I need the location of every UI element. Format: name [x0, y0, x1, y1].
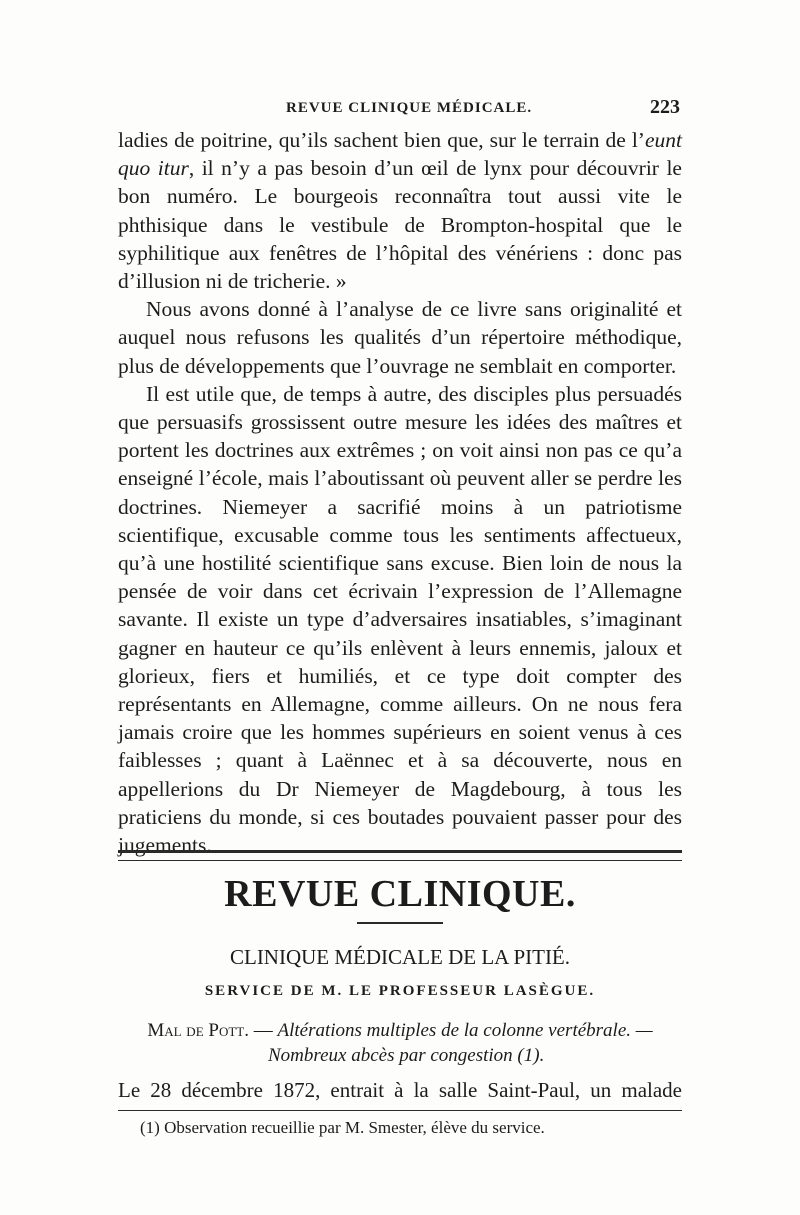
latin-phrase: eunt quo itur	[118, 128, 682, 181]
section-title: REVUE CLINIQUE.	[224, 873, 576, 915]
case-label: Mal de Pott.	[147, 1020, 249, 1041]
service-line: SERVICE DE M. LE PROFESSEUR LASÈGUE.	[204, 983, 596, 999]
paragraph-3: Il est utile que, de temps à autre, des disciples plus persuadés que persuasifs grossissent outre mesure les idées des maîtres et portent les doctrines aux extrêmes ; on voit ainsi non pas ce qu’a enseigné l’école, mais l’aboutissant où peuvent aller se perdre les doctrines. Niemeyer a sacrifié moins à un patriotisme scientifique, excusable comme tous les sentiments affectueux, qu’à une hostilité scientifique sans excuse. Bien loin de nous la pensée de voir dans cet écrivain l’expression de l’Allemagne savante. Il existe un type d’adversaires insatiables, s’imaginant gagner en hauteur ce qu’ils enlèvent à leurs ennemis, jaloux et glorieux, fiers et humiliés, et ce type doit compter des représentants en Allemagne, comme ailleurs. On ne nous fera jamais croire que les hommes supérieurs en soient venus à ces faiblesses ; quant à Laënnec et à sa découverte, nous en appellerions du Dr Niemeyer de Magdebourg, à tous les praticiens du monde, si ces boutades pouvaient passer pour des jugements.	[118, 381, 682, 858]
section-divider	[118, 850, 682, 861]
page-number: 223	[650, 96, 680, 118]
paragraph-1-end: , il n’y a pas besoin d’un œil de lynx pour découvrir le bon numéro. Le bourgeois reconnaîtra tout aussi vite le phthisique dans le vestibule de Brompton-hospital que le syphilitique aux fenêtres de l’hôpital des vénériens : donc pas d’illusion ni de tricherie. »	[118, 156, 682, 294]
case-detail-2: Nombreux abcès par congestion (1).	[268, 1045, 545, 1066]
running-head	[118, 96, 680, 122]
title-underline	[357, 922, 443, 924]
paragraph-2: Nous avons donné à l’analyse de ce livre sans originalité et auquel nous refusons les qualités d’un répertoire méthodique, plus de développements que l’ouvrage ne semblait en comporter.	[118, 297, 682, 378]
case-detail-1: Altérations multiples de la colonne vertébrale. —	[277, 1020, 653, 1041]
paragraph-1	[118, 126, 682, 295]
running-title: REVUE CLINIQUE MÉDICALE.	[286, 100, 533, 116]
case-heading	[118, 1018, 682, 1068]
paragraph-1-start: ladies de poitrine, qu’ils sachent bien que, sur le terrain de l’	[118, 128, 645, 152]
body-text	[118, 126, 682, 859]
footnote: (1) Observation recueillie par M. Smester, élève du service.	[140, 1118, 545, 1137]
clinic-heading: CLINIQUE MÉDICALE DE LA PITIÉ.	[229, 945, 571, 969]
case-dash: —	[248, 1020, 278, 1041]
footnote-rule	[118, 1110, 682, 1111]
case-opening-line: Le 28 décembre 1872, entrait à la salle Saint-Paul, un malade	[118, 1078, 682, 1102]
